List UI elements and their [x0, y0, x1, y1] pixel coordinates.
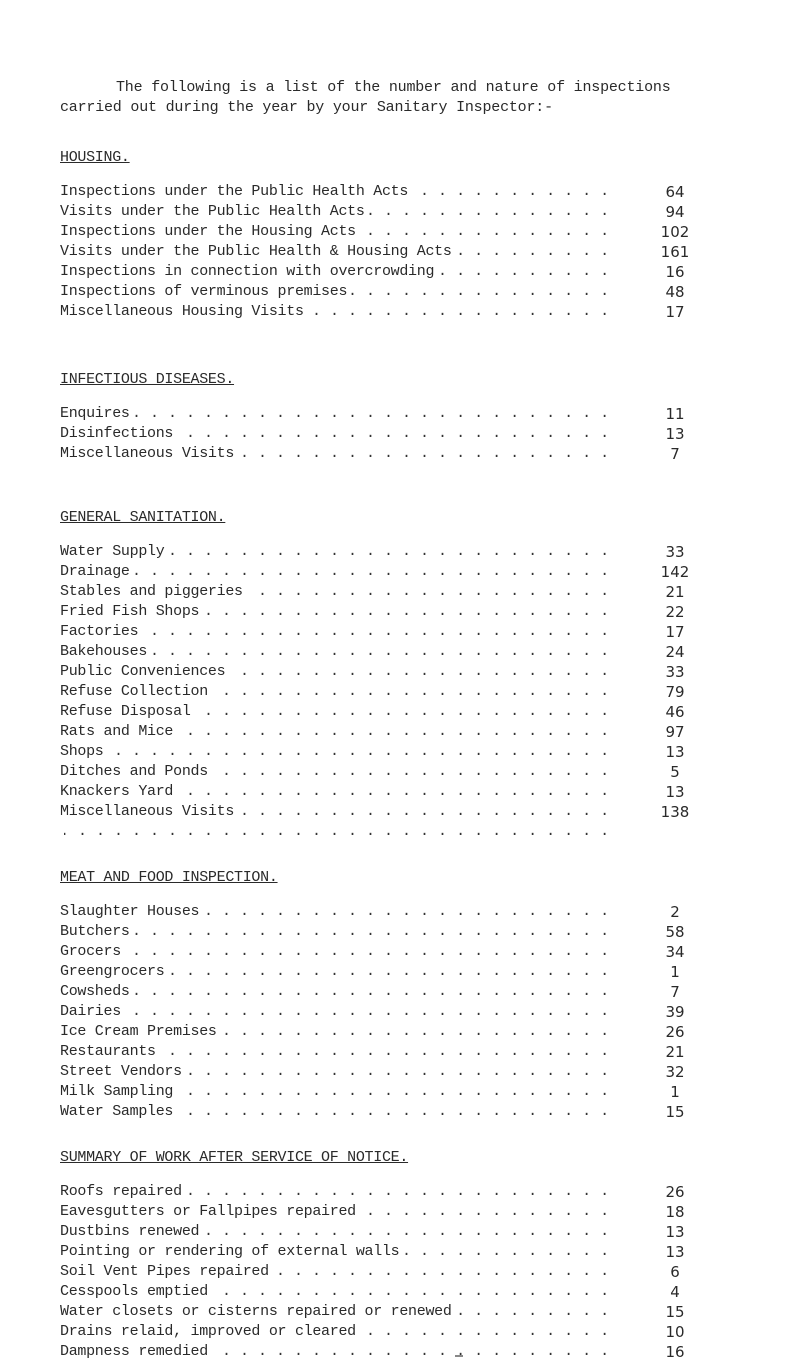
row-label: Drains relaid, improved or cleared — [60, 1323, 360, 1340]
row-value: 22 — [665, 603, 685, 621]
table-row — [60, 1182, 760, 1202]
table-row — [60, 962, 760, 982]
row-value: 138 — [660, 803, 690, 821]
table-row — [60, 782, 760, 802]
table-row — [60, 582, 760, 602]
row-label: Slaughter Houses — [60, 903, 203, 920]
row-label: Butchers — [60, 923, 134, 940]
row-label: Ditches and Ponds — [60, 763, 212, 780]
heading-infectious-diseases: INFECTIOUS DISEASES. — [60, 371, 235, 388]
row-label: Miscellaneous Visits — [60, 445, 238, 462]
table-row — [60, 202, 760, 222]
row-value: 48 — [665, 283, 685, 301]
row-label: Water Samples — [60, 1103, 177, 1120]
table-row — [60, 1242, 760, 1262]
section-infectious-diseases — [60, 370, 760, 464]
row-value: 2 — [670, 903, 680, 921]
row-value: 7 — [670, 445, 680, 463]
row-value: 16 — [665, 263, 685, 281]
table-row — [60, 1102, 760, 1122]
row-label: Pointing or rendering of external walls — [60, 1243, 403, 1260]
row-label: Miscellaneous Housing Visits — [60, 303, 308, 320]
row-label: Roofs repaired — [60, 1183, 186, 1200]
row-value: 11 — [665, 405, 685, 423]
table-row — [60, 982, 760, 1002]
table-row — [60, 1282, 760, 1302]
table-row — [60, 1302, 760, 1322]
row-label: Refuse Collection — [60, 683, 212, 700]
table-row — [60, 242, 760, 262]
table-row — [60, 182, 760, 202]
row-value: 13 — [665, 1223, 685, 1241]
table-row — [60, 1202, 760, 1222]
row-value: 94 — [665, 203, 685, 221]
table-row — [60, 1062, 760, 1082]
row-value: 15 — [665, 1103, 685, 1121]
row-label: Eavesgutters or Fallpipes repaired — [60, 1203, 360, 1220]
table-row — [60, 562, 760, 582]
row-label: Street Vendors — [60, 1063, 186, 1080]
table-row — [60, 222, 760, 242]
row-label: Cowsheds — [60, 983, 134, 1000]
row-label: Inspections under the Housing Acts — [60, 223, 360, 240]
row-value: 21 — [665, 583, 685, 601]
table-row — [60, 1042, 760, 1062]
table-row — [60, 1342, 760, 1362]
row-value: 32 — [665, 1063, 685, 1081]
row-value: 13 — [665, 743, 685, 761]
row-label: Dairies — [60, 1003, 125, 1020]
heading-housing: HOUSING. — [60, 149, 130, 166]
table-row — [60, 682, 760, 702]
row-label: Bakehouses — [60, 643, 151, 660]
row-label: Inspections in connection with overcrowding — [60, 263, 438, 280]
row-label: Public Conveniences — [60, 663, 229, 680]
row-value: 26 — [665, 1023, 685, 1041]
table-row — [60, 542, 760, 562]
row-value: 64 — [665, 183, 685, 201]
row-label: Restaurants — [60, 1043, 160, 1060]
row-value: 33 — [665, 663, 685, 681]
section-meat-and-food-inspection — [60, 868, 760, 1122]
row-value: 39 — [665, 1003, 685, 1021]
row-label: Shops — [60, 743, 108, 760]
row-label: Fried Fish Shops — [60, 603, 203, 620]
table-row — [60, 622, 760, 642]
row-value: 79 — [665, 683, 685, 701]
row-label: Soil Vent Pipes repaired — [60, 1263, 273, 1280]
row-label: Water closets or cisterns repaired or renewed — [60, 1303, 456, 1320]
row-value: 18 — [665, 1203, 685, 1221]
table-row — [60, 282, 760, 302]
row-label: Disinfections — [60, 425, 177, 442]
table-row — [60, 602, 760, 622]
row-label: Knackers Yard — [60, 783, 177, 800]
intro-paragraph: The following is a list of the number and nature of inspections carried out during the year by your Sanitary Inspector:- — [60, 79, 671, 116]
row-value: 13 — [665, 425, 685, 443]
heading-general-sanitation: GENERAL SANITATION. — [60, 509, 226, 526]
row-label: Grocers — [60, 943, 125, 960]
table-row — [60, 762, 760, 782]
row-label: Visits under the Public Health Acts — [60, 203, 369, 220]
table-row — [60, 722, 760, 742]
row-label: Cesspools emptied — [60, 1283, 212, 1300]
page-mark — [455, 1355, 463, 1357]
section-general-sanitation — [60, 508, 760, 842]
section-housing — [60, 148, 760, 322]
row-value: 24 — [665, 643, 685, 661]
row-label: Inspections of verminous premises — [60, 283, 351, 300]
row-label: Ice Cream Premises — [60, 1023, 221, 1040]
table-row — [60, 1082, 760, 1102]
table-row — [60, 1002, 760, 1022]
row-value: 1 — [670, 1083, 680, 1101]
table-row — [60, 922, 760, 942]
row-value: 161 — [660, 243, 690, 261]
row-label — [60, 823, 64, 840]
row-label: Dustbins renewed — [60, 1223, 203, 1240]
table-row — [60, 1322, 760, 1342]
table-row — [60, 404, 760, 424]
table-row — [60, 662, 760, 682]
table-row — [60, 742, 760, 762]
row-value: 26 — [665, 1183, 685, 1201]
table-row — [60, 424, 760, 444]
row-label: Drainage — [60, 563, 134, 580]
row-label: Milk Sampling — [60, 1083, 177, 1100]
table-row — [60, 302, 760, 322]
row-value: 6 — [670, 1263, 680, 1281]
row-value: 13 — [665, 1243, 685, 1261]
table-row — [60, 702, 760, 722]
table-row — [60, 262, 760, 282]
heading-summary-of-work: SUMMARY OF WORK AFTER SERVICE OF NOTICE. — [60, 1149, 409, 1166]
row-value: 1 — [670, 963, 680, 981]
row-label: Inspections under the Public Health Acts — [60, 183, 412, 200]
table-row — [60, 822, 760, 842]
row-value: 15 — [665, 1303, 685, 1321]
row-value: 7 — [670, 983, 680, 1001]
heading-meat-and-food-inspection: MEAT AND FOOD INSPECTION. — [60, 869, 278, 886]
row-value: 13 — [665, 783, 685, 801]
table-row — [60, 1222, 760, 1242]
table-row — [60, 942, 760, 962]
section-summary-of-work — [60, 1148, 760, 1362]
table-row — [60, 902, 760, 922]
row-label: Visits under the Public Health & Housing Acts — [60, 243, 456, 260]
table-row — [60, 1022, 760, 1042]
row-value: 97 — [665, 723, 685, 741]
row-label: Enquires — [60, 405, 134, 422]
row-label: Dampness remedied — [60, 1343, 212, 1360]
row-value: 21 — [665, 1043, 685, 1061]
row-label: Refuse Disposal — [60, 703, 195, 720]
row-label: Factories — [60, 623, 142, 640]
row-value: 102 — [660, 223, 690, 241]
row-value: 46 — [665, 703, 685, 721]
row-value: 17 — [665, 303, 685, 321]
row-value: 5 — [670, 763, 680, 781]
table-row — [60, 1262, 760, 1282]
row-value: 142 — [660, 563, 690, 581]
table-row — [60, 444, 760, 464]
row-value: 4 — [670, 1283, 680, 1301]
row-value: 16 — [665, 1343, 685, 1361]
row-label: Rats and Mice — [60, 723, 177, 740]
row-label: Water Supply — [60, 543, 168, 560]
table-row — [60, 802, 760, 822]
row-value: 34 — [665, 943, 685, 961]
table-row — [60, 642, 760, 662]
row-label: Greengrocers — [60, 963, 168, 980]
row-value: 58 — [665, 923, 685, 941]
row-label: Stables and piggeries — [60, 583, 247, 600]
row-value: 17 — [665, 623, 685, 641]
row-label: Miscellaneous Visits — [60, 803, 238, 820]
row-value: 33 — [665, 543, 685, 561]
row-value: 10 — [665, 1323, 685, 1341]
